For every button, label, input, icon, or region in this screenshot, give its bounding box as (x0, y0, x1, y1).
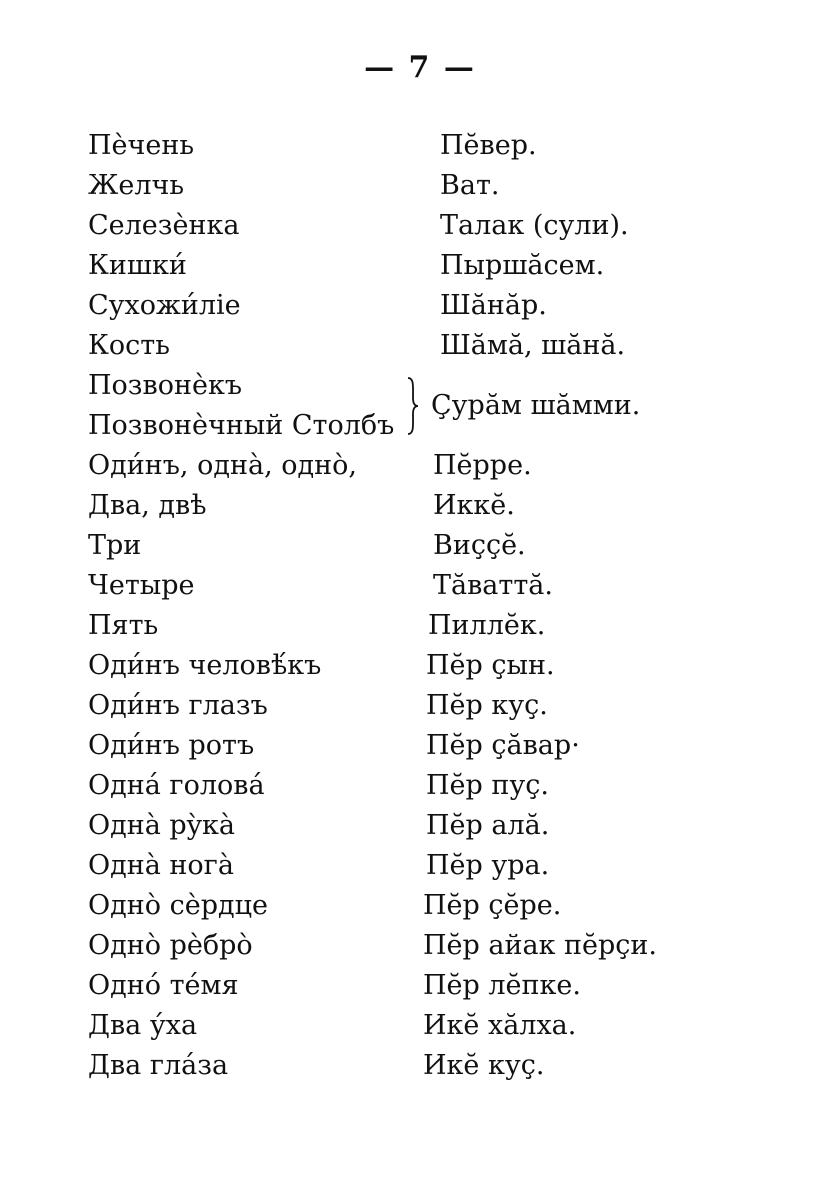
vocab-row (88, 726, 708, 766)
chuvash-term: Пӗр ҫӗре. (423, 890, 562, 921)
vocab-row (88, 766, 708, 806)
chuvash-term: Ват. (440, 170, 500, 201)
vocab-row (88, 886, 708, 926)
russian-term: Позвонѐкъ (88, 370, 243, 401)
vocab-row (88, 846, 708, 886)
vocab-row (88, 606, 708, 646)
vocab-row (88, 1046, 708, 1086)
vocab-row (88, 526, 708, 566)
russian-term: Оди́нъ глазъ (88, 690, 268, 721)
russian-term: Два гла́за (88, 1050, 229, 1081)
vocab-row (88, 1006, 708, 1046)
russian-term: Желчь (88, 170, 185, 201)
russian-term: Три (88, 530, 142, 561)
russian-term: Одно́ те́мя (88, 970, 239, 1001)
vocab-row (88, 326, 708, 366)
russian-term: Кишки́ (88, 250, 187, 281)
russian-term: Пять (88, 610, 159, 641)
chuvash-term: Икӗ хӑлха. (423, 1010, 577, 1041)
chuvash-term: Пӗрре. (433, 450, 532, 481)
russian-term: Одна́ голова́ (88, 770, 265, 801)
vocab-row (88, 926, 708, 966)
chuvash-term: Пӗр куҫ. (426, 690, 548, 721)
chuvash-term: Талак (сули). (440, 210, 629, 241)
chuvash-term: Иккӗ. (433, 490, 515, 521)
page-number: — 7 — (364, 50, 476, 85)
vocab-row (88, 446, 708, 486)
russian-term: Однà ногà (88, 850, 234, 881)
russian-term: Однò рѐбрò (88, 930, 253, 961)
chuvash-term: Пӗр ҫын. (426, 650, 555, 681)
russian-term: Оди́нъ ротъ (88, 730, 255, 761)
russian-term: Оди́нъ, однà, однò, (88, 450, 357, 481)
chuvash-term: Пӗр пуҫ. (426, 770, 549, 801)
vocab-row (88, 486, 708, 526)
chuvash-term: Шӑмӑ, шӑнӑ. (440, 330, 626, 361)
russian-term: Позвонѐчный Столбъ (88, 410, 395, 441)
vocab-row (88, 686, 708, 726)
russian-term: Однò сѐрдце (88, 890, 268, 921)
chuvash-term: Пӗр алӑ. (426, 810, 550, 841)
russian-term: Кость (88, 330, 170, 361)
chuvash-term: Пӗвер. (440, 130, 537, 161)
russian-term: Пѐчень (88, 130, 195, 161)
chuvash-term: Икӗ куҫ. (423, 1050, 545, 1081)
bracketed-entry (88, 366, 708, 446)
curly-brace-icon (406, 376, 420, 436)
chuvash-term: Пӗр ҫӑвар· (426, 730, 580, 761)
russian-term: Два у́ха (88, 1010, 198, 1041)
vocab-row (88, 806, 708, 846)
vocab-row (88, 126, 708, 166)
vocabulary-list (88, 126, 708, 1086)
vocab-row (88, 646, 708, 686)
vocab-row (88, 966, 708, 1006)
chuvash-term: Ҫурӑм шӑмми. (431, 390, 641, 421)
vocab-row (88, 566, 708, 606)
chuvash-term: Пӗр ура. (426, 850, 550, 881)
vocab-row (88, 286, 708, 326)
chuvash-term: Виҫҫӗ. (433, 530, 526, 561)
russian-term: Однà рỳкà (88, 810, 235, 841)
vocab-row (88, 206, 708, 246)
chuvash-term: Пиллӗк. (428, 610, 546, 641)
chuvash-term: Пыршӑсем. (440, 250, 605, 281)
russian-term: Оди́нъ человѣ́къ (88, 650, 322, 681)
russian-term: Селезѐнка (88, 210, 240, 241)
russian-term: Четыре (88, 570, 195, 601)
chuvash-term: Тӑваттӑ. (433, 570, 553, 601)
russian-term: Сухожи́ліе (88, 290, 241, 321)
vocab-row (88, 166, 708, 206)
chuvash-term: Пӗр айак пӗрҫи. (423, 930, 657, 961)
chuvash-term: Пӗр лӗпке. (423, 970, 581, 1001)
vocab-row (88, 246, 708, 286)
chuvash-term: Шӑнӑр. (440, 290, 547, 321)
russian-term: Два, двѣ (88, 490, 207, 521)
